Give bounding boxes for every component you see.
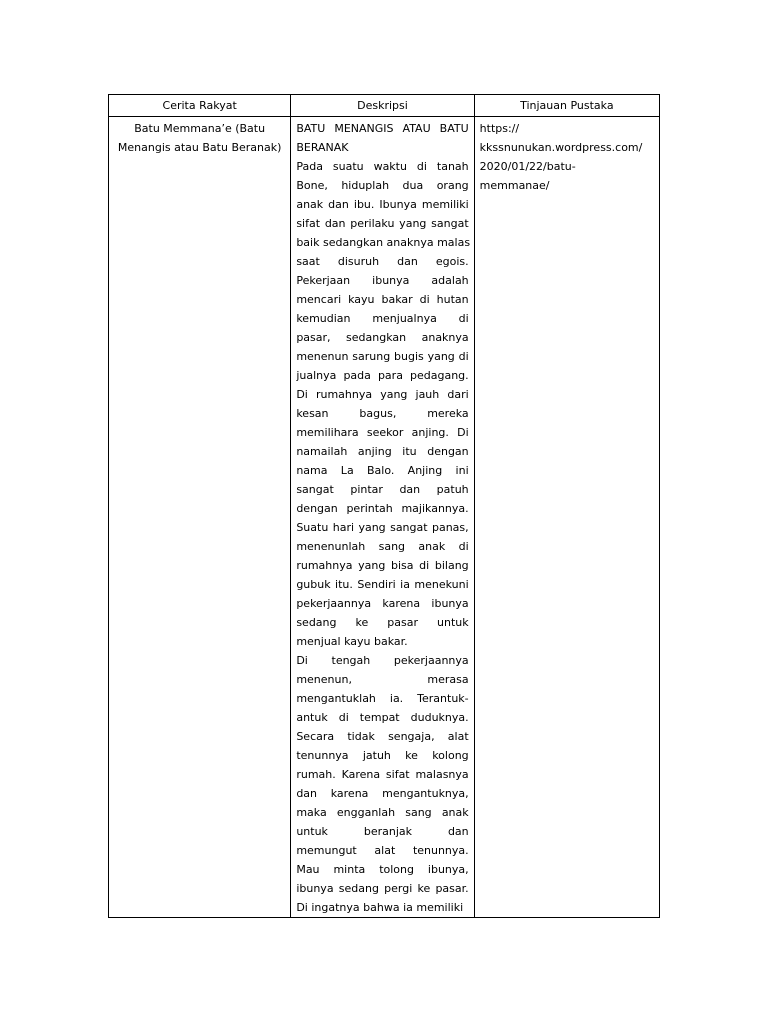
description-line: Suatu hari yang sangat panas, — [296, 521, 469, 534]
description-line: namailah anjing itu dengan — [296, 445, 469, 458]
description-line: pekerjaannya karena ibunya — [296, 597, 469, 610]
description-line: Pada suatu waktu di tanah — [296, 160, 469, 173]
description-line: mencari kayu bakar di hutan — [296, 293, 469, 306]
description-text — [291, 117, 473, 917]
description-line: nama La Balo. Anjing ini — [296, 464, 469, 477]
description-line: Mau minta tolong ibunya, — [296, 863, 469, 876]
header-tinjauan-pustaka: Tinjauan Pustaka — [474, 95, 659, 117]
description-line: pasar, sedangkan anaknya — [296, 331, 469, 344]
description-line: anak dan ibu. Ibunya memiliki — [296, 198, 469, 211]
description-line: BERANAK — [296, 141, 349, 154]
reference-line: 2020/01/22/batu- — [479, 160, 576, 173]
description-line: memungut alat tenunnya. — [296, 844, 469, 857]
description-line: menenun sarung bugis yang di — [296, 350, 469, 363]
description-line: Di tengah pekerjaannya — [296, 654, 469, 667]
description-line: Secara tidak sengaja, alat — [296, 730, 469, 743]
description-line: untuk beranjak dan — [296, 825, 469, 838]
description-line: ibunya sedang pergi ke pasar. — [296, 882, 469, 895]
description-line: rumahnya yang bisa di bilang — [296, 559, 469, 572]
description-line: sangat pintar dan patuh — [296, 483, 469, 496]
header-deskripsi: Deskripsi — [291, 95, 474, 117]
story-title — [109, 117, 290, 157]
description-line: memilihara seekor anjing. Di — [296, 426, 469, 439]
story-title-line: Menangis atau Batu Beranak) — [117, 141, 282, 154]
description-cell — [291, 117, 474, 918]
reference-cell — [474, 117, 659, 918]
description-line: Di ingatnya bahwa ia memiliki — [296, 901, 464, 914]
description-line: maka engganlah sang anak — [296, 806, 469, 819]
description-line: kemudian menjualnya di — [296, 312, 469, 325]
description-line: dan karena mengantuknya, — [296, 787, 469, 800]
description-line: kesan bagus, mereka — [296, 407, 469, 420]
table-row — [109, 117, 660, 918]
description-line: saat disuruh dan egois. — [296, 255, 469, 268]
description-line: Di rumahnya yang jauh dari — [296, 388, 469, 401]
reference-line: https:// — [479, 122, 520, 135]
story-title-line: Batu Memmana’e (Batu — [134, 122, 266, 135]
description-line: jualnya pada para pedagang. — [296, 369, 469, 382]
description-line: sifat dan perilaku yang sangat — [296, 217, 469, 230]
description-line: antuk di tempat duduknya. — [296, 711, 469, 724]
reference-line: memmanae/ — [479, 179, 550, 192]
reference-link[interactable] — [475, 117, 659, 195]
description-line: gubuk itu. Sendiri ia menekuni — [296, 578, 469, 591]
header-row — [109, 95, 660, 117]
description-line: sedang ke pasar untuk — [296, 616, 469, 629]
story-title-cell — [109, 117, 291, 918]
description-line: BATU MENANGIS ATAU BATU — [296, 122, 469, 135]
description-line: Bone, hiduplah dua orang — [296, 179, 469, 192]
description-line: menjual kayu bakar. — [296, 635, 408, 648]
description-line: rumah. Karena sifat malasnya — [296, 768, 469, 781]
description-line: mengantuklah ia. Terantuk- — [296, 692, 469, 705]
description-line: baik sedangkan anaknya malas — [296, 236, 471, 249]
story-table — [108, 94, 660, 918]
reference-line: kkssnunukan.wordpress.com/ — [479, 141, 643, 154]
description-line: dengan perintah majikannya. — [296, 502, 469, 515]
description-line: menenun, merasa — [296, 673, 469, 686]
description-line: Pekerjaan ibunya adalah — [296, 274, 469, 287]
description-line: tenunnya jatuh ke kolong — [296, 749, 469, 762]
description-line: menenunlah sang anak di — [296, 540, 469, 553]
header-cerita-rakyat: Cerita Rakyat — [109, 95, 291, 117]
